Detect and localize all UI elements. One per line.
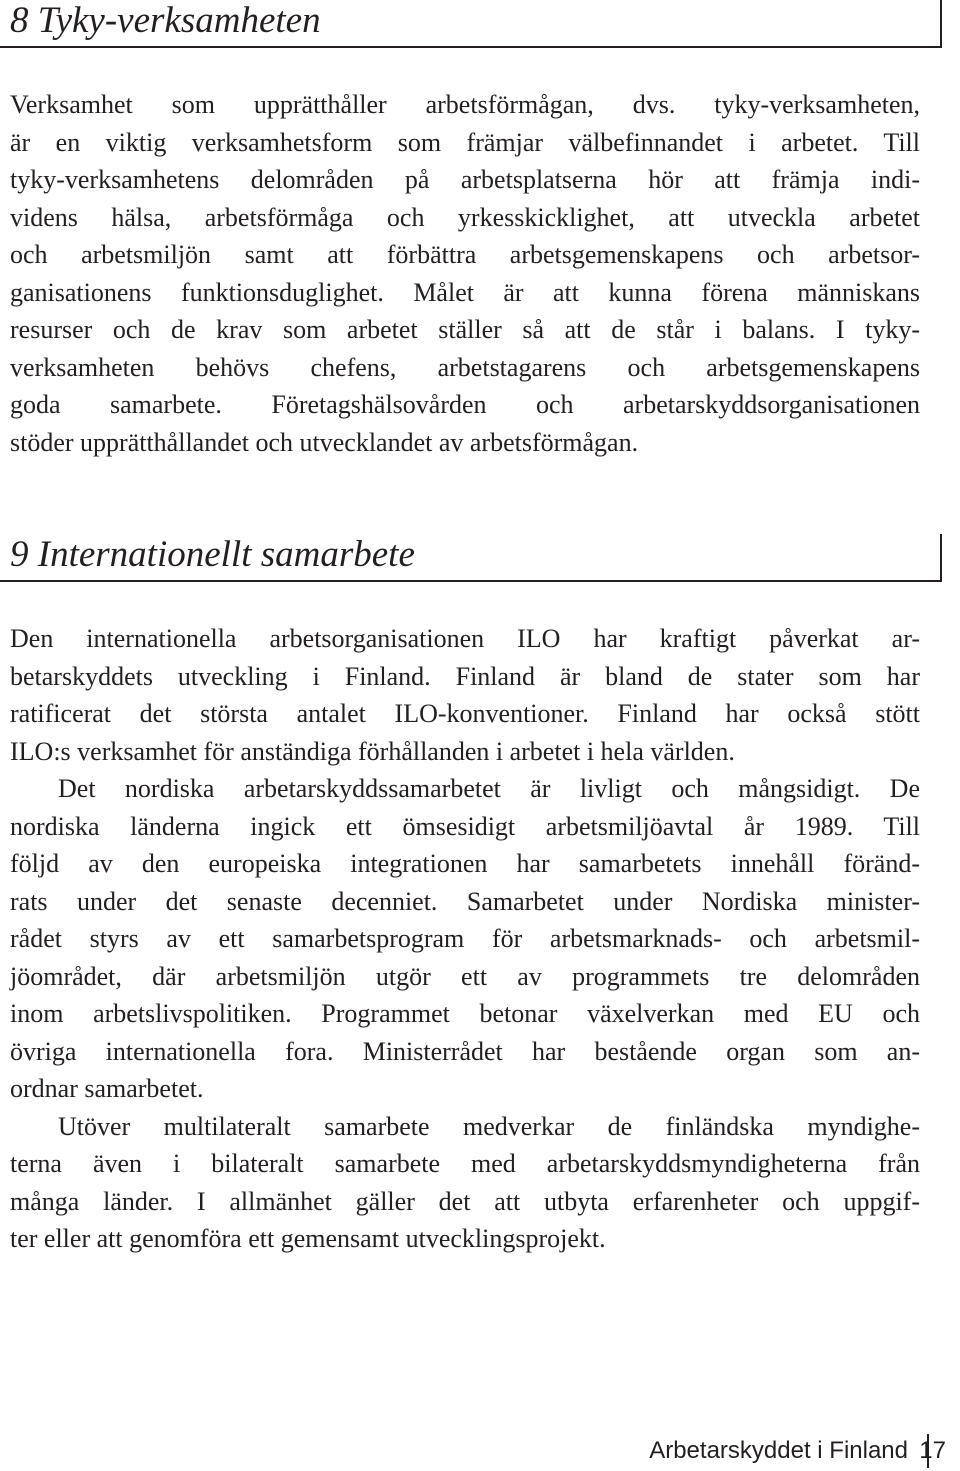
text-line: ordnar samarbetet. bbox=[10, 1074, 204, 1103]
text-line: Det nordiska arbetarskyddssamarbetet är livligt och mångsidigt. De bbox=[58, 774, 920, 803]
text-line: och arbetsmiljön samt att förbättra arbetsgemenskapens och arbetsor- bbox=[10, 240, 920, 269]
section-9-rule bbox=[0, 580, 942, 582]
text-line: Den internationella arbetsorganisationen ILO har kraftigt påverkat ar- bbox=[10, 624, 920, 653]
text-line: Utöver multilateralt samarbete medverkar de finländska myndighe- bbox=[58, 1111, 920, 1141]
text-line: inom arbetslivspolitiken. Programmet betonar växelverkan med EU och bbox=[10, 999, 920, 1028]
section-8-heading: 8 Tyky-verksamheten bbox=[10, 0, 321, 41]
text-line: stöder upprätthållandet och utvecklandet av arbetsförmågan. bbox=[10, 427, 639, 457]
section-8-paragraph bbox=[10, 86, 920, 461]
section-9-vertical-rule bbox=[940, 534, 942, 581]
footer-title: Arbetarskyddet i Finland bbox=[649, 1437, 908, 1464]
text-line: ratificerat det största antalet ILO-konventioner. Finland har också stött bbox=[10, 699, 920, 728]
section-8-vertical-rule bbox=[940, 0, 942, 47]
text-line: många länder. I allmänhet gäller det att utbyta erfarenheter och uppgif- bbox=[10, 1186, 920, 1216]
text-line: rats under det senaste decenniet. Samarbetet under Nordiska minister- bbox=[10, 886, 920, 916]
text-line: resurser och de krav som arbetet ställer så att de står i balans. I tyky- bbox=[10, 315, 920, 344]
page-number: 17 bbox=[919, 1437, 946, 1464]
text-line: rådet styrs av ett samarbetsprogram för arbetsmarknads- och arbetsmil- bbox=[10, 924, 920, 953]
section-9-paragraph bbox=[10, 620, 920, 1258]
text-line: videns hälsa, arbetsförmåga och yrkesskicklighet, att utveckla arbetet bbox=[10, 202, 920, 232]
text-line: ganisationens funktionsduglighet. Målet är att kunna förena människans bbox=[10, 277, 920, 307]
text-line: tyky-verksamhetens delområden på arbetsplatserna hör att främja indi- bbox=[10, 165, 920, 194]
text-line: jöområdet, där arbetsmiljön utgör ett av programmets tre delområden bbox=[10, 961, 920, 991]
section-9-heading: 9 Internationellt samarbete bbox=[10, 534, 415, 575]
text-line: ter eller att genomföra ett gemensamt utvecklingsprojekt. bbox=[10, 1224, 606, 1253]
text-line: verksamheten behövs chefens, arbetstagarens och arbetsgemenskapens bbox=[10, 352, 920, 382]
text-line: nordiska länderna ingick ett ömsesidigt arbetsmiljöavtal år 1989. Till bbox=[10, 811, 920, 841]
text-line: ILO:s verksamhet för anständiga förhållanden i arbetet i hela världen. bbox=[10, 736, 735, 766]
text-line: terna även i bilateralt samarbete med arbetarskyddsmyndigheterna från bbox=[10, 1149, 920, 1178]
text-line: Verksamhet som upprätthåller arbetsförmågan, dvs. tyky-verksamheten, bbox=[10, 90, 920, 119]
text-line: övriga internationella fora. Ministerrådet har bestående organ som an- bbox=[10, 1036, 920, 1066]
text-line: betarskyddets utveckling i Finland. Finland är bland de stater som har bbox=[10, 661, 920, 691]
text-line: följd av den europeiska integrationen har samarbetets innehåll föränd- bbox=[10, 849, 920, 878]
section-8-rule bbox=[0, 46, 942, 48]
text-line: goda samarbete. Företagshälsovården och arbetarskyddsorganisationen bbox=[10, 390, 920, 419]
text-line: är en viktig verksamhetsform som främjar välbefinnandet i arbetet. Till bbox=[10, 127, 920, 157]
